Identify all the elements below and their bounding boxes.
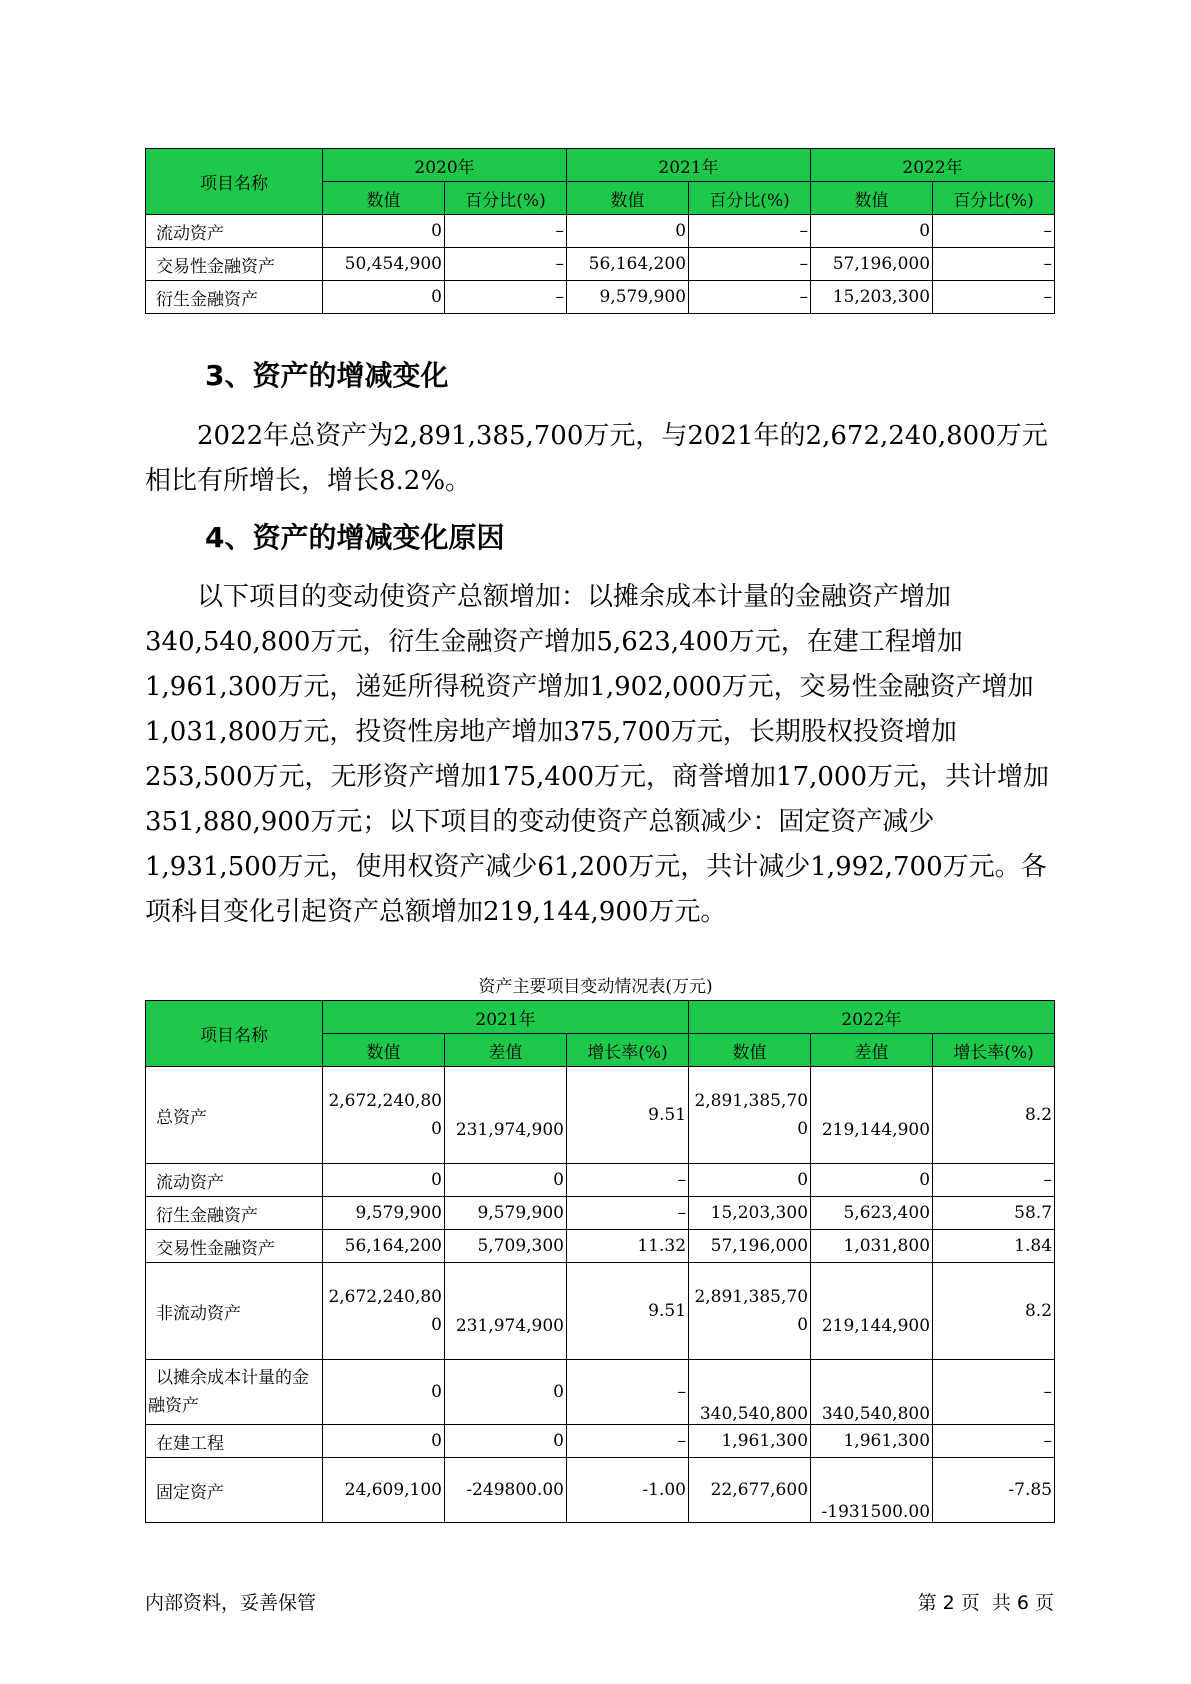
cell: 9,579,900 [445, 1197, 567, 1230]
cell: 57,196,000 [811, 248, 933, 281]
row-name: 交易性金融资产 [146, 1230, 323, 1263]
cell: 9.51 [567, 1263, 689, 1360]
cell: -1.00 [567, 1458, 689, 1523]
cell: 231,974,900 [445, 1263, 567, 1360]
subheader: 增长率(%) [933, 1034, 1055, 1067]
cell: – [933, 1425, 1055, 1458]
cell: 1,961,300 [689, 1425, 811, 1458]
cell: 1.84 [933, 1230, 1055, 1263]
subheader: 数值 [567, 182, 689, 215]
cell: 15,203,300 [689, 1197, 811, 1230]
cell: 11.32 [567, 1230, 689, 1263]
cell: 24,609,100 [323, 1458, 445, 1523]
cell: 5,623,400 [811, 1197, 933, 1230]
cell: – [445, 281, 567, 314]
row-name: 交易性金融资产 [146, 248, 323, 281]
header-name: 项目名称 [146, 1001, 323, 1067]
section-3-heading: 3、资产的增减变化 [205, 359, 449, 392]
cell: 5,709,300 [445, 1230, 567, 1263]
cell: 0 [811, 215, 933, 248]
cell: – [567, 1197, 689, 1230]
cell: 56,164,200 [567, 248, 689, 281]
cell: 9,579,900 [323, 1197, 445, 1230]
cell: – [689, 281, 811, 314]
cell: 0 [811, 1164, 933, 1197]
cell: -249800.00 [445, 1458, 567, 1523]
cell: – [933, 281, 1055, 314]
asset-table-1 [145, 148, 1055, 314]
cell: – [445, 215, 567, 248]
row-name: 流动资产 [146, 215, 323, 248]
header-year-2022: 2022年 [811, 149, 1055, 182]
table-row [146, 1230, 1055, 1263]
section-3-text: 2022年总资产为2,891,385,700万元，与2021年的2,672,240,800万元相比有所增长，增长8.2%。 [145, 421, 1048, 496]
subheader: 百分比(%) [689, 182, 811, 215]
cell: 58.7 [933, 1197, 1055, 1230]
table-row [146, 1425, 1055, 1458]
subheader: 差值 [811, 1034, 933, 1067]
cell: 9.51 [567, 1067, 689, 1164]
table-row [146, 248, 1055, 281]
header-year-2021: 2021年 [567, 149, 811, 182]
cell: 0 [323, 281, 445, 314]
cell: 231,974,900 [445, 1067, 567, 1164]
row-name: 衍生金融资产 [146, 1197, 323, 1230]
footer-note: 内部资料，妥善保管 [145, 1592, 317, 1614]
cell: 56,164,200 [323, 1230, 445, 1263]
row-name: 非流动资产 [146, 1263, 323, 1360]
cell: 57,196,000 [689, 1230, 811, 1263]
cell: – [933, 1360, 1055, 1425]
table-row [146, 1360, 1055, 1425]
table-2-caption: 资产主要项目变动情况表(万元) [478, 977, 713, 997]
cell: 0 [689, 1164, 811, 1197]
row-name: 在建工程 [146, 1425, 323, 1458]
table-row [146, 1263, 1055, 1360]
row-name: 以摊余成本计量的金融资产 [146, 1360, 323, 1425]
cell: 0 [445, 1164, 567, 1197]
cell: – [567, 1164, 689, 1197]
cell: 0 [323, 215, 445, 248]
cell: – [567, 1425, 689, 1458]
subheader: 差值 [445, 1034, 567, 1067]
cell: – [689, 248, 811, 281]
cell: 1,031,800 [811, 1230, 933, 1263]
table-row [146, 1164, 1055, 1197]
cell: 340,540,800 [689, 1360, 811, 1425]
header-year-2021: 2021年 [323, 1001, 689, 1034]
cell: – [933, 1164, 1055, 1197]
header-year-2022: 2022年 [689, 1001, 1055, 1034]
subheader: 数值 [323, 1034, 445, 1067]
table-row [146, 1067, 1055, 1164]
section-4-text: 以下项目的变动使资产总额增加：以摊余成本计量的金融资产增加340,540,800万元，衍生金融资产增加5,623,400万元，在建工程增加1,961,300万元，递延所得税资产增加1,902,000万元，交易性金融资产增加1,031,800万元，投资性房地产增加375,700万元，长期股权投资增加253,500万元，无形资产增加175,400万元，商誉增加17,000万元，共计增加351,880,900万元；以下项目的变动使资产总额减少：固定资产减少1,931,500万元，使用权资产减少61,200万元，共计减少1,992,700万元。各项科目变化引起资产总额增加219,144,900万元。 [145, 582, 1050, 927]
cell: 9,579,900 [567, 281, 689, 314]
subheader: 数值 [323, 182, 445, 215]
cell: 340,540,800 [811, 1360, 933, 1425]
cell: -7.85 [933, 1458, 1055, 1523]
header-name: 项目名称 [146, 149, 323, 215]
cell: 0 [323, 1164, 445, 1197]
cell: 50,454,900 [323, 248, 445, 281]
subheader: 数值 [689, 1034, 811, 1067]
cell: 2,672,240,800 [323, 1263, 445, 1360]
subheader: 增长率(%) [567, 1034, 689, 1067]
row-name: 衍生金融资产 [146, 281, 323, 314]
cell: 1,961,300 [811, 1425, 933, 1458]
cell: 0 [323, 1425, 445, 1458]
cell: 22,677,600 [689, 1458, 811, 1523]
cell: 2,672,240,800 [323, 1067, 445, 1164]
cell: 0 [445, 1360, 567, 1425]
cell: -1931500.00 [811, 1458, 933, 1523]
subheader: 百分比(%) [933, 182, 1055, 215]
cell: 219,144,900 [811, 1263, 933, 1360]
cell: 15,203,300 [811, 281, 933, 314]
cell: 0 [567, 215, 689, 248]
row-name: 总资产 [146, 1067, 323, 1164]
table-row [146, 1458, 1055, 1523]
cell: 0 [323, 1360, 445, 1425]
cell: 219,144,900 [811, 1067, 933, 1164]
cell: 8.2 [933, 1067, 1055, 1164]
table-row [146, 281, 1055, 314]
table-row [146, 1197, 1055, 1230]
cell: – [445, 248, 567, 281]
cell: 0 [445, 1425, 567, 1458]
cell: – [567, 1360, 689, 1425]
table-row [146, 215, 1055, 248]
asset-change-table [145, 1000, 1055, 1523]
header-year-2020: 2020年 [323, 149, 567, 182]
subheader: 数值 [811, 182, 933, 215]
cell: 2,891,385,700 [689, 1067, 811, 1164]
cell: – [689, 215, 811, 248]
cell: – [933, 215, 1055, 248]
row-name: 固定资产 [146, 1458, 323, 1523]
cell: 8.2 [933, 1263, 1055, 1360]
section-4-heading: 4、资产的增减变化原因 [205, 521, 505, 554]
row-name: 流动资产 [146, 1164, 323, 1197]
subheader: 百分比(%) [445, 182, 567, 215]
cell: 2,891,385,700 [689, 1263, 811, 1360]
page-number: 第 2 页 共 6 页 [917, 1592, 1054, 1614]
cell: – [933, 248, 1055, 281]
